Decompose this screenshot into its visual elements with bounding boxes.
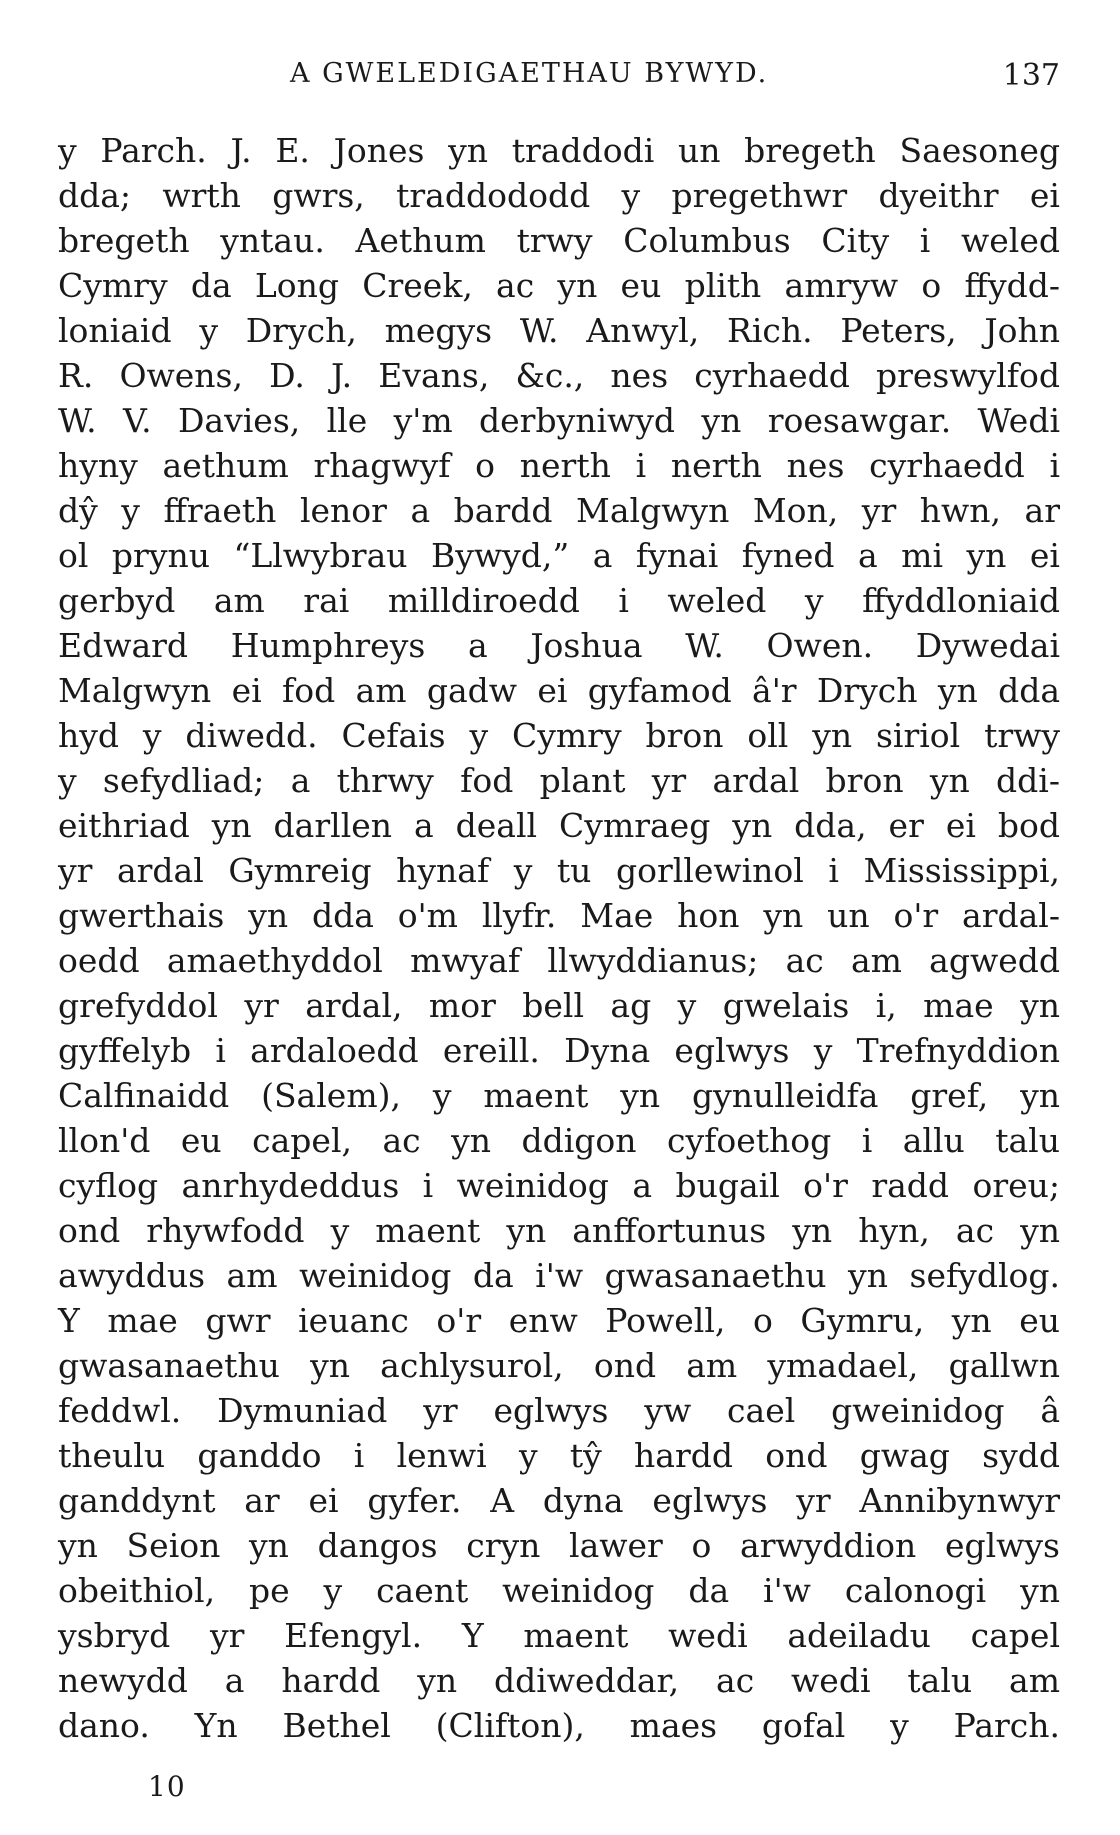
text-line: gyffelyb i ardaloedd ereill. Dyna eglwys y Trefnyddion bbox=[58, 1031, 1060, 1070]
signature-mark: 10 bbox=[148, 1770, 186, 1803]
text-line: Cymry da Long Creek, ac yn eu plith amryw o ffydd- bbox=[58, 266, 1060, 305]
text-line: hyny aethum rhagwyf o nerth i nerth nes cyrhaedd i bbox=[58, 446, 1060, 485]
text-line: loniaid y Drych, megys W. Anwyl, Rich. Peters, John bbox=[58, 311, 1060, 350]
running-title: A GWELEDIGAETHAU BYWYD. bbox=[290, 58, 769, 89]
text-line: W. V. Davies, lle y'm derbyniwyd yn roesawgar. Wedi bbox=[58, 401, 1060, 440]
text-line: ol prynu “Llwybrau Bywyd,” a fynai fyned a mi yn ei bbox=[58, 536, 1060, 575]
text-line: ond rhywfodd y maent yn anffortunus yn hyn, ac yn bbox=[58, 1211, 1060, 1250]
text-line: yr ardal Gymreig hynaf y tu gorllewinol i Mississippi, bbox=[58, 851, 1060, 890]
text-line: y Parch. J. E. Jones yn traddodi un bregeth Saesoneg bbox=[58, 131, 1060, 170]
text-line: eithriad yn darllen a deall Cymraeg yn dda, er ei bod bbox=[58, 806, 1060, 845]
text-line: gerbyd am rai milldiroedd i weled y ffyddloniaid bbox=[58, 581, 1060, 620]
text-line: newydd a hardd yn ddiweddar, ac wedi talu am bbox=[58, 1661, 1060, 1700]
text-line: dda; wrth gwrs, traddododd y pregethwr dyeithr ei bbox=[58, 176, 1060, 215]
text-line: dano. Yn Bethel (Clifton), maes gofal y Parch. bbox=[58, 1706, 1060, 1745]
text-line: bregeth yntau. Aethum trwy Columbus City i weled bbox=[58, 221, 1060, 260]
text-line: cyflog anrhydeddus i weinidog a bugail o'r radd oreu; bbox=[58, 1166, 1060, 1205]
text-line: Malgwyn ei fod am gadw ei gyfamod â'r Drych yn dda bbox=[58, 671, 1060, 710]
text-line: feddwl. Dymuniad yr eglwys yw cael gweinidog â bbox=[58, 1391, 1060, 1430]
text-line: y sefydliad; a thrwy fod plant yr ardal bron yn ddi- bbox=[58, 761, 1060, 800]
text-line: Y mae gwr ieuanc o'r enw Powell, o Gymru, yn eu bbox=[58, 1301, 1060, 1340]
text-line: ysbryd yr Efengyl. Y maent wedi adeiladu capel bbox=[58, 1616, 1060, 1655]
text-line: dŷ y ffraeth lenor a bardd Malgwyn Mon, yr hwn, ar bbox=[58, 491, 1060, 530]
text-line: R. Owens, D. J. Evans, &c., nes cyrhaedd preswylfod bbox=[58, 356, 1060, 395]
text-line: gwerthais yn dda o'm llyfr. Mae hon yn un o'r ardal- bbox=[58, 896, 1060, 935]
text-line: theulu ganddo i lenwi y tŷ hardd ond gwag sydd bbox=[58, 1436, 1060, 1475]
text-line: Calfinaidd (Salem), y maent yn gynulleidfa gref, yn bbox=[58, 1076, 1060, 1115]
text-line: grefyddol yr ardal, mor bell ag y gwelais i, mae yn bbox=[58, 986, 1060, 1025]
text-line: yn Seion yn dangos cryn lawer o arwyddion eglwys bbox=[58, 1526, 1060, 1565]
running-head bbox=[60, 58, 1060, 98]
page-number: 137 bbox=[1002, 58, 1060, 93]
body-text bbox=[58, 128, 1060, 1748]
text-line: awyddus am weinidog da i'w gwasanaethu yn sefydlog. bbox=[58, 1256, 1060, 1295]
text-line: hyd y diwedd. Cefais y Cymry bron oll yn siriol trwy bbox=[58, 716, 1060, 755]
text-line: llon'd eu capel, ac yn ddigon cyfoethog i allu talu bbox=[58, 1121, 1060, 1160]
text-line: ganddynt ar ei gyfer. A dyna eglwys yr Annibynwyr bbox=[58, 1481, 1060, 1520]
text-line: gwasanaethu yn achlysurol, ond am ymadael, gallwn bbox=[58, 1346, 1060, 1385]
text-line: obeithiol, pe y caent weinidog da i'w calonogi yn bbox=[58, 1571, 1060, 1610]
text-line: Edward Humphreys a Joshua W. Owen. Dywedai bbox=[58, 626, 1060, 665]
text-line: oedd amaethyddol mwyaf llwyddianus; ac am agwedd bbox=[58, 941, 1060, 980]
